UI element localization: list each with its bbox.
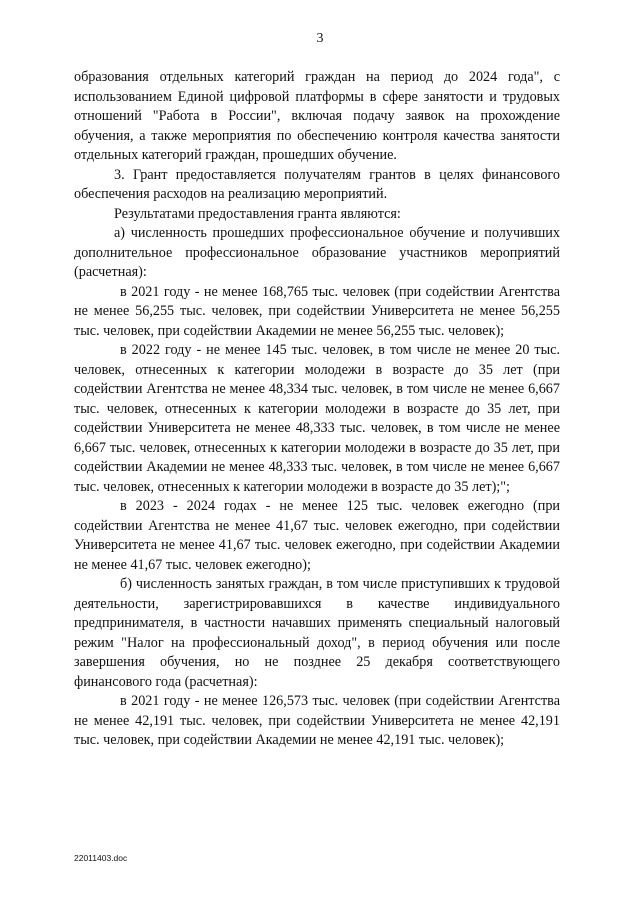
paragraph-continuation: образования отдельных категорий граждан на период до 2024 года", с использованием Единой цифровой платформы в сфере занятости и трудовых отношений "Работа в России", включая подачу заявок на прохождение обучения, а также мероприятия по обеспечению контроля качества занятости отдельных категорий граждан, прошедших обучение. [74, 69, 560, 163]
paragraph-results-heading: Результатами предоставления гранта являются: [114, 205, 401, 222]
paragraph-grant-purpose: 3. Грант предоставляется получателям грантов в целях финансового обеспечения расходов на реализацию мероприятий. [74, 166, 560, 202]
paragraph-2023-2024-training: в 2023 - 2024 годах - не менее 125 тыс. человек ежегодно (при содействии Агентства не менее 41,67 тыс. человек ежегодно, при содействии Университета не менее 41,67 тыс. человек ежегодно, при содействии Академии не менее 41,67 тыс. человек ежегодно); [74, 498, 560, 573]
paragraph-2022-training: в 2022 году - не менее 145 тыс. человек, в том числе не менее 20 тыс. человек, отнесенных к категории молодежи в возрасте до 35 лет (при содействии Агентства не менее 48,334 тыс. человек, в том числе не менее 6,667 тыс. человек, отнесенных к категории молодежи в возрасте до 35 лет, при содействии Университета не менее 48,333 тыс. человек, в том числе не менее 6,667 тыс. человек, отнесенных к категории молодежи в возрасте до 35 лет, при содействии Академии не менее 48,333 тыс. человек, в том числе не менее 6,667 тыс. человек, отнесенных к категории молодежи в возрасте до 35 лет);"; [74, 342, 560, 495]
paragraph-2021-training: в 2021 году - не менее 168,765 тыс. человек (при содействии Агентства не менее 56,255 тыс. человек, при содействии Университета не менее 56,255 тыс. человек, при содействии Академии не менее 56,255 тыс. человек); [74, 283, 560, 339]
paragraph-item-b: б) численность занятых граждан, в том числе приступивших к трудовой деятельности, зарегистрировавшихся в качестве индивидуального предпринимателя, в частности начавших применять специальный налоговый режим "Налог на профессиональный доход", в период обучения или после завершения обучения, но не позднее 25 декабря соответствующего финансового года (расчетная): [74, 576, 560, 690]
document-body [74, 68, 560, 751]
paragraph-item-a: а) численность прошедших профессиональное обучение и получивших дополнительное профессиональное образование участников мероприятий (расчетная): [74, 225, 560, 280]
page-number: 3 [316, 31, 324, 46]
paragraph-2021-employment: в 2021 году - не менее 126,573 тыс. человек (при содействии Агентства не менее 42,191 тыс. человек, при содействии Университета не менее 42,191 тыс. человек, при содействии Академии не менее 42,191 тыс. человек); [74, 693, 560, 748]
document-file-code: 22011403.doc [74, 853, 128, 863]
